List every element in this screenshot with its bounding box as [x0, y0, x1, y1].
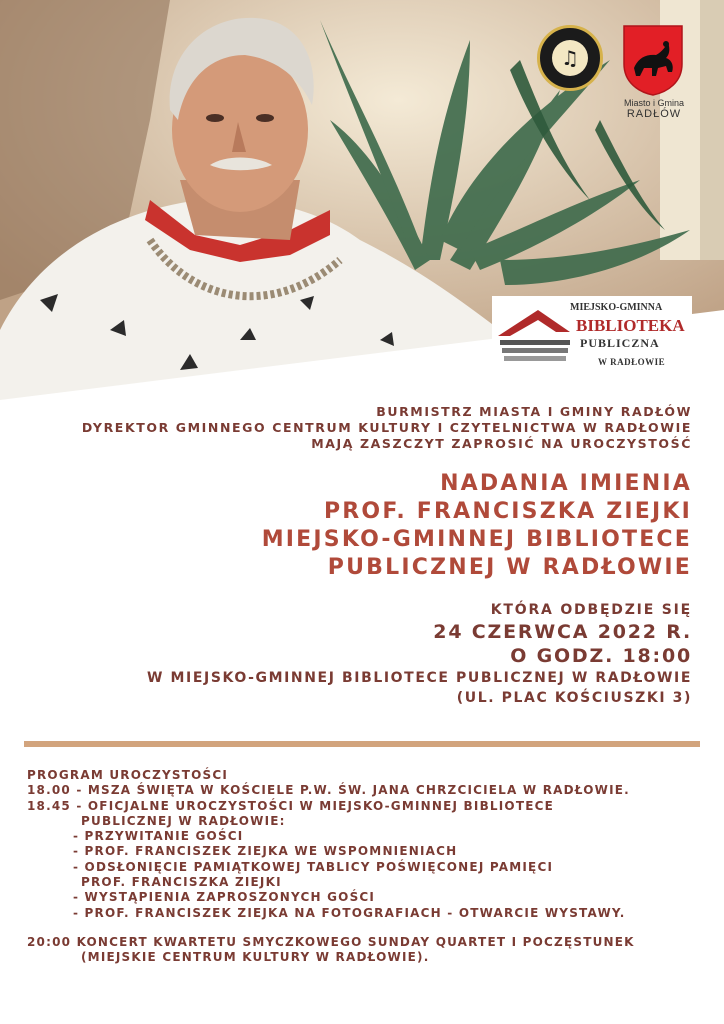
event-title-line: PROF. FRANCISZKA ZIEJKI	[323, 499, 692, 524]
event-intro: KTÓRA ODBĘDZIE SIĘ	[490, 602, 692, 618]
program-item-continuation: (MIEJSKIE CENTRUM KULTURY W RADŁOWIE).	[81, 950, 430, 965]
program-item-continuation: PUBLICZNEJ W RADŁOWIE:	[81, 813, 286, 828]
event-place: W MIEJSKO-GMINNEJ BIBLIOTECE PUBLICZNEJ W RADŁOWIE	[146, 670, 692, 686]
library-logo-line3: PUBLICZNA	[580, 336, 660, 350]
library-roof-icon	[496, 302, 572, 368]
cultural-center-emblem-icon: ♫	[552, 40, 588, 76]
invitation-line: MAJĄ ZASZCZYT ZAPROSIĆ NA UROCZYSTOŚĆ	[311, 436, 692, 451]
event-date: 24 CZERWCA 2022 R.	[433, 621, 692, 643]
cultural-center-logo	[537, 25, 603, 91]
library-logo-line2: BIBLIOTEKA	[576, 316, 685, 335]
radlow-coat-of-arms-icon	[622, 24, 684, 96]
event-address: (UL. PLAC KOŚCIUSZKI 3)	[456, 690, 692, 706]
crest-caption	[612, 98, 696, 120]
program-section	[27, 768, 707, 966]
invitation-line: BURMISTRZ MIASTA I GMINY RADŁÓW	[376, 404, 692, 419]
program-subitem: - PRZYWITANIE GOŚCI	[73, 829, 244, 844]
program-subitem: - WYSTĄPIENIA ZAPROSZONYCH GOŚCI	[73, 890, 376, 905]
crest-caption-line2: RADŁÓW	[626, 108, 682, 120]
crest-caption-line1: Miasto i Gmina	[623, 98, 685, 108]
program-subitem: - ODSŁONIĘCIE PAMIĄTKOWEJ TABLICY POŚWIĘCONEJ PAMIĘCI	[73, 859, 554, 874]
library-logo-line1: MIEJSKO-GMINNA	[570, 302, 663, 313]
event-time: O GODZ. 18:00	[510, 645, 692, 667]
program-item: 18.00 - MSZA ŚWIĘTA W KOŚCIELE P.W. ŚW. JANA CHRZCICIELA W RADŁOWIE.	[27, 783, 630, 798]
event-title-line: MIEJSKO-GMINNEJ BIBLIOTECE	[261, 527, 692, 552]
invitation-block	[82, 404, 692, 452]
event-details	[147, 600, 692, 708]
program-heading: PROGRAM UROCZYSTOŚCI	[27, 768, 229, 782]
program-subitem: - PROF. FRANCISZEK ZIEJKA WE WSPOMNIENIACH	[73, 844, 458, 859]
program-subitem: - PROF. FRANCISZEK ZIEJKA NA FOTOGRAFIACH - OTWARCIE WYSTAWY.	[73, 905, 626, 920]
program-subitem-continuation: PROF. FRANCISZKA ZIEJKI	[81, 875, 282, 890]
event-title-line: PUBLICZNEJ W RADŁOWIE	[327, 555, 692, 580]
program-item: 20:00 KONCERT KWARTETU SMYCZKOWEGO SUNDAY QUARTET I POCZĘSTUNEK	[27, 934, 635, 949]
event-title-line: NADANIA IMIENIA	[440, 471, 692, 496]
invitation-line: DYREKTOR GMINNEGO CENTRUM KULTURY I CZYTELNICTWA W RADŁOWIE	[81, 420, 692, 435]
event-title	[262, 470, 692, 582]
library-logo	[492, 296, 692, 372]
program-item: 18.45 - OFICJALNE UROCZYSTOŚCI W MIEJSKO-GMINNEJ BIBLIOTECE	[27, 798, 555, 813]
library-logo-line4: W RADŁOWIE	[598, 357, 666, 367]
section-divider	[24, 741, 700, 747]
